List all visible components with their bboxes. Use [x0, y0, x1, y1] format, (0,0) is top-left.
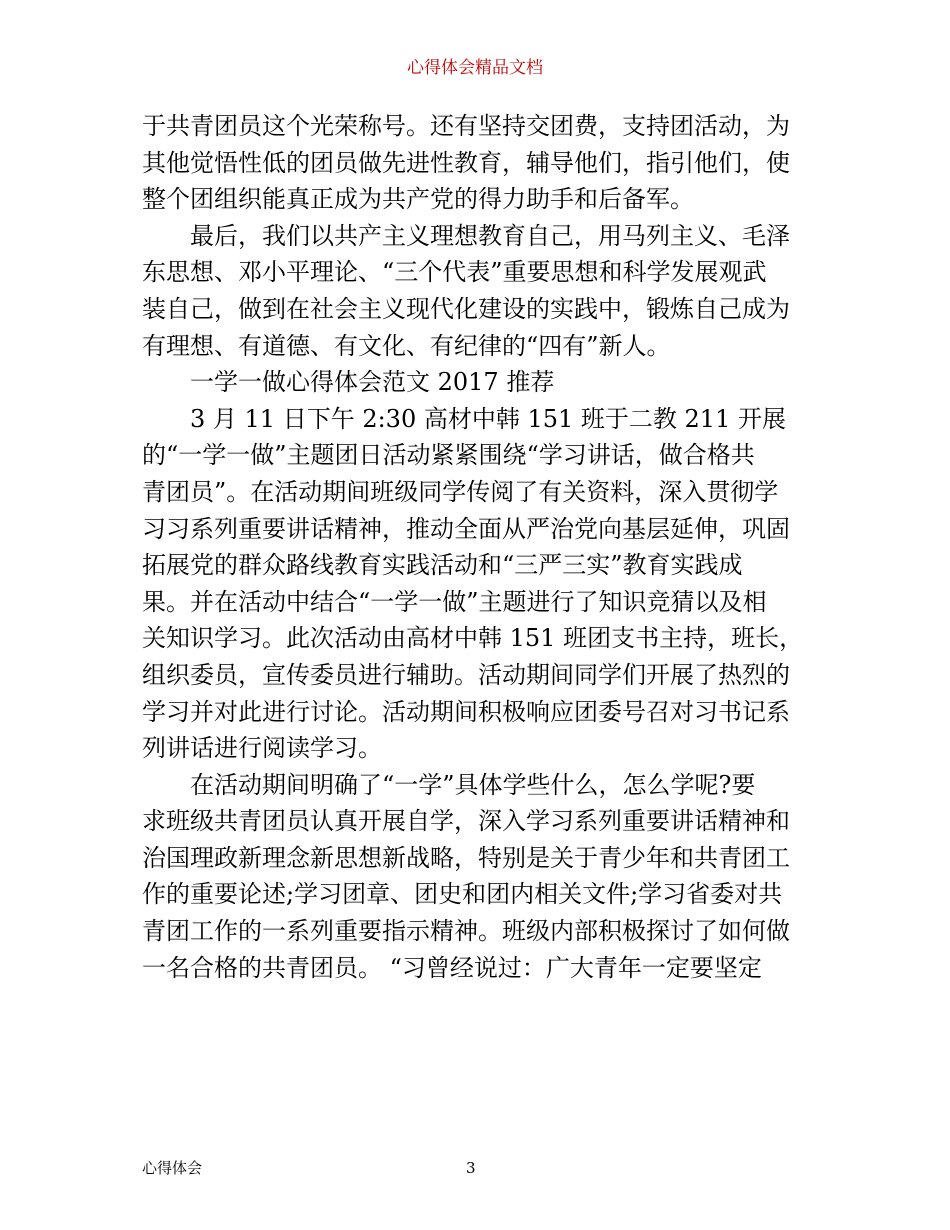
text-line: 习习系列重要讲话精神，推动全面从严治党向基层延伸，巩固: [142, 514, 790, 543]
text-line: 整个团组织能真正成为共产党的得力助手和后备军。: [142, 185, 694, 214]
text-line: 列讲话进行阅读学习。: [142, 734, 382, 763]
text-line: 一名合格的共青团员。 “习曾经说过：广大青年一定要坚定: [142, 953, 762, 982]
page-number: 3: [466, 1159, 476, 1177]
text-line: 最后，我们以共产主义理想教育自己，用马列主义、毛泽: [190, 221, 790, 250]
text-line: 拓展党的群众路线教育实践活动和“三严三实”教育实践成: [142, 551, 743, 580]
page-header-title: 心得体会精品文档: [407, 58, 543, 78]
text-line: 于共青团员这个光荣称号。还有坚持交团费，支持团活动，为: [142, 112, 790, 140]
text-line: 在活动期间明确了“一学”具体学些什么，怎么学呢?要: [190, 770, 756, 799]
text-line: 果。并在活动中结合“一学一做”主题进行了知识竞猜以及相: [142, 587, 767, 616]
text-line: 组织委员，宣传委员进行辅助。活动期间同学们开展了热烈的: [142, 660, 790, 689]
text-line: 3 月 11 日下午 2:30 高材中韩 151 班于二教 211 开展: [190, 404, 786, 433]
text-line: 有理想、有道德、有文化、有纪律的“四有”新人。: [142, 331, 671, 360]
text-line: 的“一学一做”主题团日活动紧紧围绕“学习讲话，做合格共: [142, 441, 755, 470]
text-line: 东思想、邓小平理论、“三个代表”重要思想和科学发展观武: [142, 258, 767, 287]
text-line: 治国理政新理念新思想新战略，特别是关于青少年和共青团工: [142, 843, 790, 872]
text-line: 青团员”。在活动期间班级同学传阅了有关资料，深入贯彻学: [142, 477, 779, 506]
text-line: 学习并对此进行讨论。活动期间积极响应团委号召对习书记系: [142, 697, 790, 726]
text-line: 一学一做心得体会范文 2017 推荐: [190, 368, 555, 397]
text-line: 作的重要论述;学习团章、团史和团内相关文件;学习省委对共: [142, 880, 783, 909]
text-line: 关知识学习。此次活动由高材中韩 151 班团支书主持，班长，: [142, 624, 804, 653]
text-line: 其他觉悟性低的团员做先进性教育，辅导他们，指引他们，使: [142, 148, 790, 177]
text-line: 求班级共青团员认真开展自学，深入学习系列重要讲话精神和: [142, 807, 790, 836]
text-line: 装自己，做到在社会主义现代化建设的实践中，锻炼自己成为: [142, 294, 790, 323]
footer-label: 心得体会: [142, 1159, 203, 1177]
text-line: 青团工作的一系列重要指示精神。班级内部积极探讨了如何做: [142, 917, 790, 946]
document-body: [142, 108, 812, 986]
